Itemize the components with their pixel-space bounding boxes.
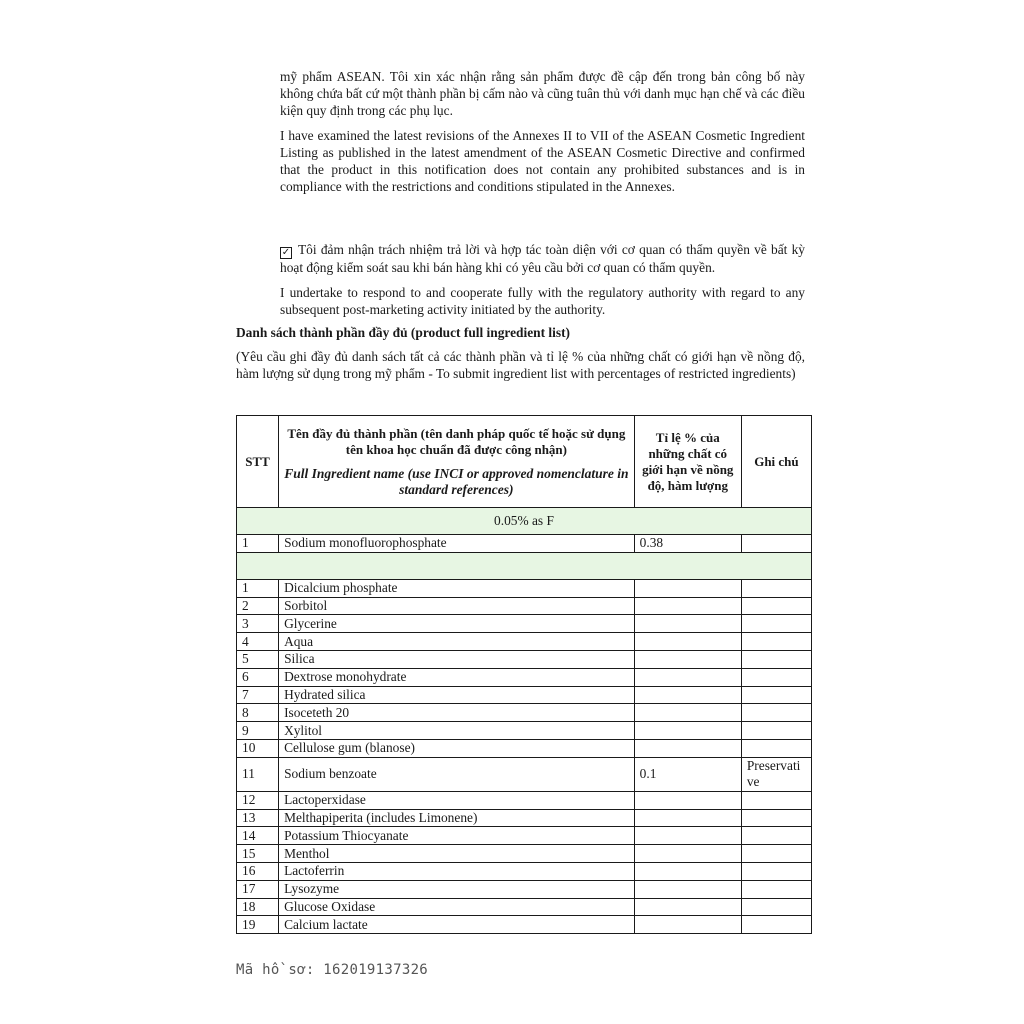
- table-row: [237, 686, 812, 704]
- row-ingredient-cell: Glycerine: [279, 615, 635, 633]
- row-stt-cell: 10: [237, 739, 279, 757]
- section-label: 0.05% as F: [237, 508, 812, 535]
- row-percent-cell: [634, 722, 741, 740]
- row-ingredient-cell: Sodium monofluorophosphate: [279, 535, 635, 553]
- table-row: [237, 845, 812, 863]
- row-note-cell: [741, 739, 811, 757]
- row-note-cell: [741, 845, 811, 863]
- row-ingredient-cell: Aqua: [279, 633, 635, 651]
- row-stt-cell: 13: [237, 809, 279, 827]
- ingredient-table: [236, 415, 812, 934]
- row-percent-cell: [634, 809, 741, 827]
- row-note-cell: [741, 809, 811, 827]
- row-ingredient-cell: Lysozyme: [279, 880, 635, 898]
- row-stt-cell: 9: [237, 722, 279, 740]
- table-row: [237, 739, 812, 757]
- row-percent-cell: [634, 791, 741, 809]
- row-stt-cell: 7: [237, 686, 279, 704]
- header-percent: Tỉ lệ % của những chất có giới hạn về nồng độ, hàm lượng: [634, 416, 741, 508]
- row-percent-cell: [634, 827, 741, 845]
- row-ingredient-cell: Hydrated silica: [279, 686, 635, 704]
- ingredient-list-heading: Danh sách thành phần đầy đủ (product full ingredient list): [236, 325, 570, 340]
- row-note-cell: [741, 535, 811, 553]
- row-ingredient-cell: Isoceteth 20: [279, 704, 635, 722]
- row-note-cell: [741, 880, 811, 898]
- header-stt: STT: [237, 416, 279, 508]
- row-note-cell: [741, 898, 811, 916]
- row-ingredient-cell: Cellulose gum (blanose): [279, 739, 635, 757]
- record-code: Mã hồ sơ: 162019137326: [236, 962, 429, 978]
- header-ingredient-name: [279, 416, 635, 508]
- vn-undertake-text: Tôi đảm nhận trách nhiệm trả lời và hợp tác toàn diện với cơ quan có thẩm quyền về bất kỳ hoạt động kiểm soát sau khi bán hàng khi có yêu cầu bởi cơ quan có thẩm quyền.: [280, 242, 805, 275]
- row-stt-cell: 1: [237, 579, 279, 597]
- header-name-vn: Tên đầy đủ thành phần (tên danh pháp quốc tế hoặc sử dụng tên khoa học chuẩn đã được công nhận): [287, 425, 626, 457]
- row-percent-cell: [634, 650, 741, 668]
- table-row: [237, 704, 812, 722]
- row-note-cell: [741, 633, 811, 651]
- row-ingredient-cell: Glucose Oxidase: [279, 898, 635, 916]
- row-percent-cell: [634, 704, 741, 722]
- row-note-cell: [741, 615, 811, 633]
- row-ingredient-cell: Sodium benzoate: [279, 757, 635, 791]
- row-stt-cell: 2: [237, 597, 279, 615]
- row-stt-cell: 1: [237, 535, 279, 553]
- row-stt-cell: 18: [237, 898, 279, 916]
- row-stt-cell: 5: [237, 650, 279, 668]
- row-note-cell: [741, 916, 811, 934]
- row-percent-cell: [634, 898, 741, 916]
- row-percent-cell: [634, 862, 741, 880]
- row-stt-cell: 3: [237, 615, 279, 633]
- row-ingredient-cell: Silica: [279, 650, 635, 668]
- table-row: [237, 633, 812, 651]
- row-stt-cell: 17: [237, 880, 279, 898]
- en-annex-paragraph: I have examined the latest revisions of the Annexes II to VII of the ASEAN Cosmetic Ingredient Listing as published in the latest amendment of the ASEAN Cosmetic Directive and confirmed that the product in this notification does not contain any prohibited substances and is in compliance with the restrictions and conditions stipulated in the Annexes.: [280, 128, 805, 194]
- row-percent-cell: [634, 668, 741, 686]
- table-row: [237, 898, 812, 916]
- row-percent-cell: [634, 739, 741, 757]
- row-ingredient-cell: Melthapiperita (includes Limonene): [279, 809, 635, 827]
- row-percent-cell: [634, 579, 741, 597]
- row-note-cell: [741, 791, 811, 809]
- table-row: [237, 809, 812, 827]
- table-row: [237, 597, 812, 615]
- table-row: [237, 579, 812, 597]
- row-stt-cell: 12: [237, 791, 279, 809]
- table-row: [237, 916, 812, 934]
- row-percent-cell: 0.1: [634, 757, 741, 791]
- en-undertake-paragraph: I undertake to respond to and cooperate fully with the regulatory authority with regard to any subsequent post-marketing activity initiated by the authority.: [280, 285, 805, 317]
- table-row: [237, 791, 812, 809]
- table-row: [237, 615, 812, 633]
- row-note-cell: [741, 668, 811, 686]
- section-row-fluoride: [237, 508, 812, 535]
- row-ingredient-cell: Potassium Thiocyanate: [279, 827, 635, 845]
- row-ingredient-cell: Xylitol: [279, 722, 635, 740]
- section-label: [237, 552, 812, 579]
- row-ingredient-cell: Dicalcium phosphate: [279, 579, 635, 597]
- row-note-cell: Preservative: [741, 757, 811, 791]
- row-note-cell: [741, 579, 811, 597]
- row-percent-cell: [634, 880, 741, 898]
- table-header-row: [237, 416, 812, 508]
- row-stt-cell: 4: [237, 633, 279, 651]
- row-percent-cell: [634, 916, 741, 934]
- row-stt-cell: 8: [237, 704, 279, 722]
- row-stt-cell: 11: [237, 757, 279, 791]
- row-stt-cell: 19: [237, 916, 279, 934]
- vn-undertake-paragraph: [280, 241, 805, 276]
- row-ingredient-cell: Lactoferrin: [279, 862, 635, 880]
- row-note-cell: [741, 827, 811, 845]
- section-row-other: [237, 552, 812, 579]
- row-percent-cell: 0.38: [634, 535, 741, 553]
- row-percent-cell: [634, 615, 741, 633]
- checked-checkbox-icon[interactable]: ✓: [281, 247, 291, 258]
- table-row: [237, 862, 812, 880]
- header-name-en: Full Ingredient name (use INCI or approved nomenclature in standard references): [284, 465, 629, 497]
- header-note: Ghi chú: [741, 416, 811, 508]
- table-row: [237, 722, 812, 740]
- table-row: [237, 827, 812, 845]
- table-row: [237, 650, 812, 668]
- row-stt-cell: 15: [237, 845, 279, 863]
- ingredient-list-instruction: (Yêu cầu ghi đầy đủ danh sách tất cả các thành phần và tỉ lệ % của những chất có giới hạn về nồng độ, hàm lượng sử dụng trong mỹ phẩm - To submit ingredient list with percentages of restricted ingredients): [236, 349, 805, 381]
- table-row: [237, 757, 812, 791]
- row-stt-cell: 16: [237, 862, 279, 880]
- vn-annex-paragraph: mỹ phẩm ASEAN. Tôi xin xác nhận rằng sản phẩm được đề cập đến trong bản công bố này không chứa bất cứ một thành phần bị cấm nào và cũng tuân thủ với danh mục hạn chế và các điều kiện quy định trong các phụ lục.: [280, 69, 805, 118]
- row-stt-cell: 6: [237, 668, 279, 686]
- row-ingredient-cell: Menthol: [279, 845, 635, 863]
- table-row: [237, 668, 812, 686]
- row-ingredient-cell: Sorbitol: [279, 597, 635, 615]
- row-note-cell: [741, 597, 811, 615]
- row-percent-cell: [634, 597, 741, 615]
- row-ingredient-cell: Calcium lactate: [279, 916, 635, 934]
- row-note-cell: [741, 722, 811, 740]
- row-percent-cell: [634, 633, 741, 651]
- row-stt-cell: 14: [237, 827, 279, 845]
- row-note-cell: [741, 862, 811, 880]
- row-note-cell: [741, 704, 811, 722]
- table-row: [237, 535, 812, 553]
- row-ingredient-cell: Lactoperxidase: [279, 791, 635, 809]
- row-note-cell: [741, 650, 811, 668]
- row-percent-cell: [634, 845, 741, 863]
- row-note-cell: [741, 686, 811, 704]
- row-ingredient-cell: Dextrose monohydrate: [279, 668, 635, 686]
- table-row: [237, 880, 812, 898]
- row-percent-cell: [634, 686, 741, 704]
